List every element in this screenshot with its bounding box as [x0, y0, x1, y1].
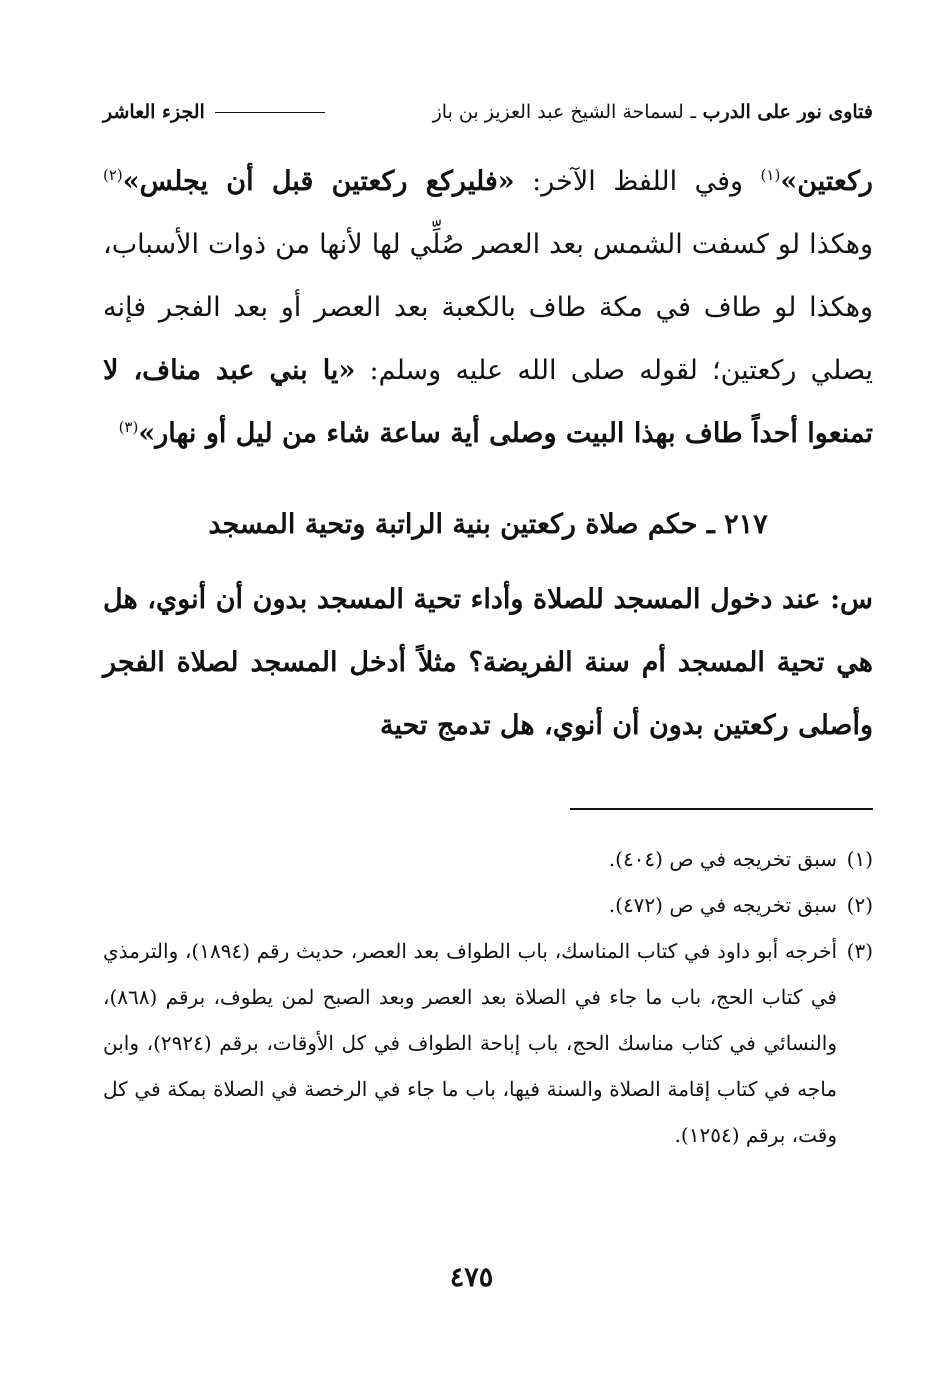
page-number: ٤٧٥: [449, 1262, 494, 1293]
footnote-number: (١): [846, 847, 873, 871]
header-author: لسماحة الشيخ عبد العزيز بن باز: [432, 101, 684, 123]
question-text: عند دخول المسجد للصلاة وأداء تحية المسجد بدون أن أنوي، هل هي تحية المسجد أم سنة الفريضة؟ مثلاً أدخل المسجد لصلاة الفجر وأصلى ركعتين بدون أن أنوي، هل تدمج تحية: [103, 584, 873, 741]
footnote-number: (٢): [846, 893, 873, 917]
footnote-ref-3: (٣): [118, 418, 139, 436]
footnote-ref-2: (٢): [103, 166, 123, 184]
header-rule: [215, 112, 325, 113]
footnote-number: (٣): [846, 939, 873, 963]
header-separator: ـ: [690, 101, 697, 123]
header-volume: الجزء العاشر: [103, 101, 205, 123]
question-block: [103, 568, 873, 757]
body-paragraph: [103, 150, 873, 465]
body-text: [103, 150, 873, 465]
footnotes: [103, 836, 873, 1158]
footnote-text: سبق تخريجه في ص (٤٠٤).: [608, 847, 837, 871]
footnote-item: [103, 928, 873, 1158]
running-header: [103, 92, 873, 132]
book-title: فتاوى نور على الدرب: [702, 101, 873, 123]
header-volume-group: [103, 101, 335, 123]
body-text-segment-2: وهكذا لو كسفت الشمس بعد العصر صُلِّي لها لأنها من ذوات الأسباب، وهكذا لو طاف في مكة طاف بالكعبة بعد العصر أو بعد الفجر فإنه يصلي ركعتين؛ لقوله صلى الله عليه وسلم:: [103, 229, 873, 386]
body-text-segment: وفي اللفظ الآخر:: [514, 166, 761, 197]
footnote-text: أخرجه أبو داود في كتاب المناسك، باب الطواف بعد العصر، حديث رقم (١٨٩٤)، والترمذي في كتاب الحج، باب ما جاء في الصلاة بعد العصر وبعد الصبح لمن يطوف، برقم (٨٦٨)، والنسائي في كتاب مناسك الحج، باب إباحة الطواف في كل الأوقات، برقم (٢٩٢٤)، وابن ماجه في كتاب إقامة الصلاة والسنة فيها، باب ما جاء في الرخصة في الصلاة بمكة في كل وقت، برقم (١٢٥٤).: [103, 939, 838, 1147]
footnote-divider: [570, 808, 873, 810]
footnote-item: [103, 882, 873, 928]
question-prefix: س:: [820, 584, 873, 615]
footnote-text: سبق تخريجه في ص (٤٧٢).: [608, 893, 837, 917]
body-quote-start: ركعتين»: [780, 166, 873, 197]
body-quote-hadith-1: «فليركع ركعتين قبل أن يجلس»: [122, 166, 515, 197]
footnote-item: [103, 836, 873, 882]
header-title: [433, 101, 873, 123]
body-quote-hadith-2: «يا بني عبد مناف، لا تمنعوا أحداً طاف بهذا البيت وصلى أية ساعة شاء من ليل أو نهار»: [103, 355, 873, 449]
footnote-ref-1: (١): [760, 166, 781, 184]
section-heading: ٢١٧ ـ حكم صلاة ركعتين بنية الراتبة وتحية المسجد: [208, 509, 768, 540]
